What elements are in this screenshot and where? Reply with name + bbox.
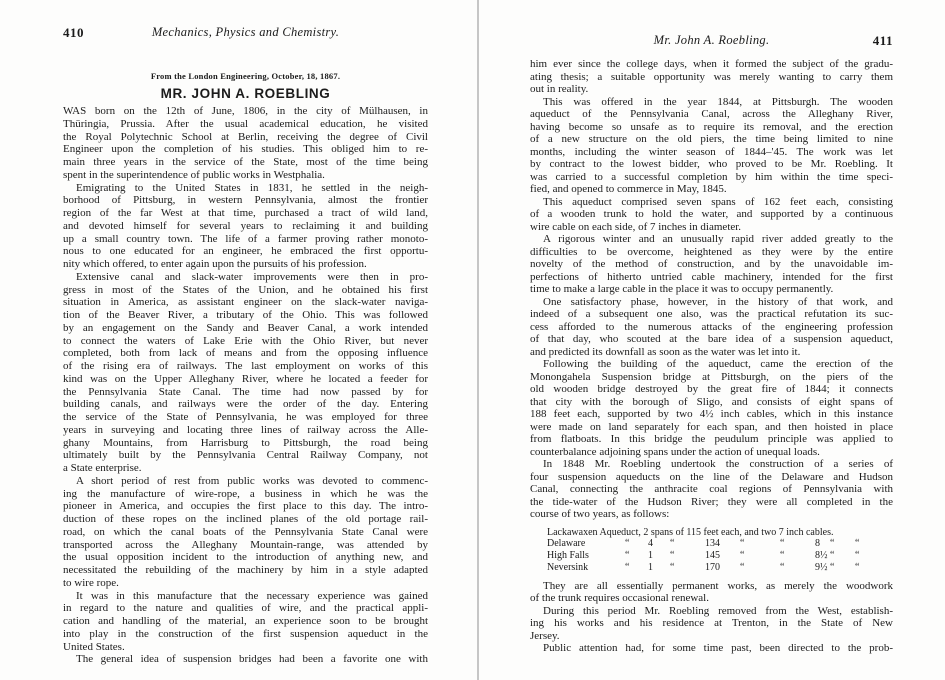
- table-cell: 8: [815, 538, 820, 550]
- text-line: and devoted himself for several years to reclaiming it and building: [63, 219, 428, 232]
- text-line: cation and handling of the material, an experience soon to be brought: [63, 615, 428, 627]
- paragraph: [63, 182, 428, 271]
- table-cell: “: [740, 561, 745, 573]
- text-line: by contract to the lowest bidder, who proved to be Mr. Roebling. It: [530, 158, 893, 170]
- text-line: nity which offered, to enter again upon the pursuits of his profession.: [63, 258, 367, 270]
- table-cell: “: [740, 550, 745, 562]
- text-line: borhood of Pittsburg, in western Pennsylvania, almost the frontier: [63, 194, 428, 207]
- page-number-left: 410: [63, 25, 84, 40]
- text-line: In 1848 Mr. Roebling undertook the construction of a series of: [543, 458, 893, 470]
- table-cell: “: [740, 538, 745, 550]
- table-cell: 134: [705, 538, 720, 550]
- text-line: the Pennsylvania State Canal. The time had now passed by for: [63, 385, 428, 398]
- table-cell: “: [830, 561, 835, 573]
- text-line: One satisfactory phase, however, in the history of that work, and: [543, 295, 893, 308]
- table-cell: “: [670, 561, 675, 573]
- text-line: Emigrating to the United States in 1831, he settled in the neigh-: [76, 181, 428, 194]
- table-cell: “: [855, 561, 860, 573]
- text-line: Engineer upon the completion of his studies. This obliged him to re-: [63, 143, 428, 156]
- table-cell: “: [780, 550, 785, 562]
- text-line: indeed of a subsequent one also, was the practical refutation its suc-: [530, 308, 893, 320]
- table-cell: 1: [648, 561, 653, 573]
- text-line: Thüringia, Prussia. After the usual academical education, he visited: [63, 117, 428, 130]
- text-line: him ever since the college days, when it formed the subject of the gradu-: [530, 58, 893, 70]
- text-line: years in surveying and locating three lines of railway across the Alle-: [63, 423, 428, 436]
- text-line: novelty of the method of construction, and by the unavoidable im-: [530, 258, 893, 270]
- text-line: spent in the superintendence of public works in Westphalia.: [63, 168, 325, 181]
- table-row: [547, 550, 893, 562]
- paragraph: [530, 233, 893, 296]
- attribution-line: From the London Engineering, October, 18, 1867.: [150, 71, 341, 81]
- text-line: WAS born on the 12th of June, 1806, in the city of Mülhausen, in: [63, 105, 428, 117]
- text-line: from flatboats. In this bridge the peudulum principle was applied to: [530, 433, 893, 445]
- text-line: out in reality.: [530, 83, 589, 95]
- paragraph: [63, 105, 428, 182]
- table-cell: Neversink: [547, 561, 589, 573]
- page-left: [63, 25, 428, 666]
- text-line: counterbalance adjoining spans under the action of unequal loads.: [530, 445, 820, 458]
- text-line: difficulties to be overcome, heightened as they were by the entire: [530, 245, 893, 258]
- table-cell: High Falls: [547, 550, 589, 562]
- text-line: A rigorous winter and an unusually rapid river added greatly to the: [543, 233, 893, 245]
- table-cell: “: [670, 538, 675, 550]
- text-line: of that day, who scouted at the bare idea of a suspension aqueduct,: [530, 333, 893, 345]
- text-line: Extensive canal and slack-water improvements were then in pro-: [76, 270, 428, 283]
- text-line: of the trunk requires occasional renewal.: [530, 592, 709, 605]
- text-line: into play in the construction of the first suspension aqueduct in the: [63, 627, 428, 640]
- running-head-right: Mr. John A. Roebling.: [653, 33, 770, 47]
- body-text-left: [63, 105, 428, 666]
- text-line: in regard to the nature and qualities of wire, and the practical appli-: [63, 602, 428, 615]
- paragraph: [530, 58, 893, 96]
- text-line: was carried to a successful completion by him within the time speci-: [530, 170, 893, 183]
- text-line: ing the manufacture of wire-rope, a business in which he was the: [63, 487, 428, 500]
- page-right: [530, 33, 893, 655]
- text-line: tion of the Beaver River, a tributary of the Ohio. This was followed: [63, 309, 428, 321]
- text-line: gress in most of the States of the Union, and he obtained his first: [63, 283, 428, 296]
- table-cell: Delaware: [547, 538, 586, 550]
- text-line: transported across the Alleghany Mountain-range, was attended by: [63, 538, 428, 551]
- paragraph: [530, 358, 893, 458]
- table-cell: “: [780, 561, 785, 573]
- table-cell: “: [830, 538, 835, 550]
- text-line: of a new structure on the old piers, the time being limited to nine: [530, 133, 893, 145]
- table-row: [547, 562, 893, 574]
- paragraph: [63, 271, 428, 475]
- text-line: completed, both from lack of means and from the opposing influence: [63, 347, 428, 360]
- text-line: course of two years, as follows:: [530, 508, 670, 520]
- text-line: to wire rope.: [63, 576, 119, 589]
- running-head-left: Mechanics, Physics and Chemistry.: [151, 25, 340, 39]
- text-line: This was offered in the year 1844, at Pittsburgh. The wooden: [543, 95, 893, 108]
- text-line: aqueduct of the Pennsylvania Canal, across the Alleghany River,: [530, 108, 893, 120]
- text-line: the tide-water of the Hudson River; they were all completed in the: [530, 495, 893, 508]
- body-text-right: [530, 58, 893, 655]
- text-line: Public attention had, for some time past, been directed to the prob-: [543, 642, 893, 655]
- text-line: Monongahela Suspension bridge at Pittsburgh, on the piers of the: [530, 370, 893, 383]
- paragraph: [63, 590, 428, 654]
- text-line: duction of these ropes on the inclined planes of the old portage rail-: [63, 513, 428, 525]
- table-row: Lackawaxen Aqueduct, 2 spans of 115 feet each, and two 7 inch cables.: [547, 526, 834, 538]
- text-line: A short period of rest from public works was devoted to commenc-: [76, 474, 428, 487]
- text-line: wire cable on each side, of 7 inches in diameter.: [530, 220, 742, 233]
- text-line: having become so unsafe as to require its removal, and the erection: [530, 120, 893, 133]
- paragraph: [63, 475, 428, 590]
- text-line: Jersey.: [530, 629, 560, 642]
- text-line: ultimately built by the Pennsylvania Central Railway Company, not: [63, 449, 428, 462]
- text-line: ating thesis; a suitable opportunity was merely wanting to carry them: [530, 70, 893, 83]
- text-line: the usual opposition incident to the introduction of anything new, and: [63, 551, 428, 564]
- paragraph: [530, 642, 893, 655]
- table-cell: “: [780, 538, 785, 550]
- text-line: old wooden bridge destroyed by the great fire of 1844; it connects: [530, 383, 893, 395]
- paragraph: [530, 458, 893, 521]
- table-cell: 170: [705, 561, 720, 573]
- paragraph: [530, 296, 893, 359]
- text-line: were made on land separately for each span, and then hoisted in place: [530, 420, 893, 433]
- text-line: and predicted its downfall as soon as the water was let into it.: [530, 345, 801, 358]
- text-line: cess afforded to the numerous attacks of the engineering profession: [530, 320, 893, 333]
- article-title: MR. JOHN A. ROEBLING: [160, 86, 331, 101]
- text-line: the service of the State of Pennsylvania, he was employed for three: [63, 411, 428, 423]
- table-cell: “: [625, 550, 630, 562]
- paragraph: [530, 196, 893, 234]
- text-line: region of the far West at that time, purchased a tract of wild land,: [63, 207, 428, 219]
- text-line: perfections of hitherto untried cable machinery, intended for the first: [530, 270, 893, 283]
- text-line: to connect the waters of Lake Erie with the Ohio River, but never: [63, 334, 428, 347]
- text-line: four suspension aqueducts on the line of the Delaware and Hudson: [530, 470, 893, 483]
- text-line: up a small country town. The life of a farmer proving rather monoto-: [63, 232, 428, 245]
- page-header-left: [63, 25, 428, 40]
- page-gutter-divider: [477, 0, 479, 680]
- table-cell: “: [670, 550, 675, 562]
- table-row: [547, 538, 893, 550]
- table-cell: 1: [648, 550, 653, 562]
- text-line: necessitated the rebuilding of the machinery by him in a style adapted: [63, 564, 428, 576]
- text-line: pioneer in America, and occupies the first place to this day. The intro-: [63, 500, 428, 513]
- text-line: ing his works and his residence at Trenton, in the State of New: [530, 617, 893, 630]
- paragraph: [530, 605, 893, 643]
- text-line: They are all essentially permanent works, as merely the woodwork: [543, 579, 893, 592]
- table-cell: “: [830, 550, 835, 562]
- text-line: Following the building of the aqueduct, came the erection of the: [543, 358, 893, 370]
- paragraph: [530, 96, 893, 196]
- text-line: Canal, connecting the anthracite coal regions of Pennsylvania with: [530, 483, 893, 495]
- table-cell: “: [625, 538, 630, 550]
- table-cell: 8½: [815, 550, 828, 562]
- text-line: fied, and opened to commerce in May, 1845.: [530, 183, 727, 195]
- text-line: road, on which the canal boats of the Pennsylvania State Canal were: [63, 525, 428, 538]
- text-line: of a wooden trunk to hold the water, and supported by a continuous: [530, 208, 893, 220]
- text-line: ghany Mountains, from Harrisburg to Pittsburgh, the road being: [63, 436, 428, 449]
- text-line: a State enterprise.: [63, 462, 142, 474]
- paragraph: [530, 580, 893, 605]
- table-cell: 9½: [815, 561, 828, 573]
- table-cell: 145: [705, 550, 720, 562]
- table-cell: 4: [648, 538, 653, 550]
- page-header-right: [530, 33, 893, 48]
- text-line: This aqueduct comprised seven spans of 162 feet each, consisting: [543, 195, 893, 208]
- text-line: During this period Mr. Roebling removed from the West, establish-: [543, 604, 893, 617]
- text-line: building canals, and railways were the order of the day. Entering: [63, 398, 428, 411]
- text-line: of the rising era of railways. The last employment on works of this: [63, 360, 428, 372]
- text-line: 188 feet each, supported by two 4½ inch cables, which in this instance: [530, 408, 893, 420]
- text-line: by an engagement on the Sandy and Beaver Canal, a work intended: [63, 321, 428, 334]
- text-line: nous to one educated for an engineer, he embraced the first opportu-: [63, 245, 428, 258]
- text-line: It was in this manufacture that the necessary experience was gained: [76, 589, 428, 602]
- text-line: main three years in the service of the State, most of the time being: [63, 156, 428, 168]
- text-line: situation in America, as assistant engineer on the slack-water naviga-: [63, 296, 428, 309]
- table-cell: “: [625, 561, 630, 573]
- text-line: that city with the borough of Sligo, and consists of eight spans of: [530, 395, 893, 408]
- page-number-right: 411: [872, 33, 893, 48]
- aqueduct-table: [547, 527, 893, 574]
- paragraph: [63, 653, 428, 666]
- text-line: The general idea of suspension bridges had been a favorite one with: [76, 653, 428, 666]
- text-line: months, including the winter season of 1844–'45. The work was let: [530, 145, 893, 158]
- text-line: the Royal Polytechnic School at Berlin, receiving the degree of Civil: [63, 130, 428, 143]
- text-line: United States.: [63, 640, 125, 653]
- table-cell: “: [855, 550, 860, 562]
- table-cell: “: [855, 538, 860, 550]
- text-line: time to make a large cable in the place it was to occupy permanently.: [530, 283, 834, 295]
- text-line: kind was on the Upper Alleghany River, where he located a feeder for: [63, 372, 428, 385]
